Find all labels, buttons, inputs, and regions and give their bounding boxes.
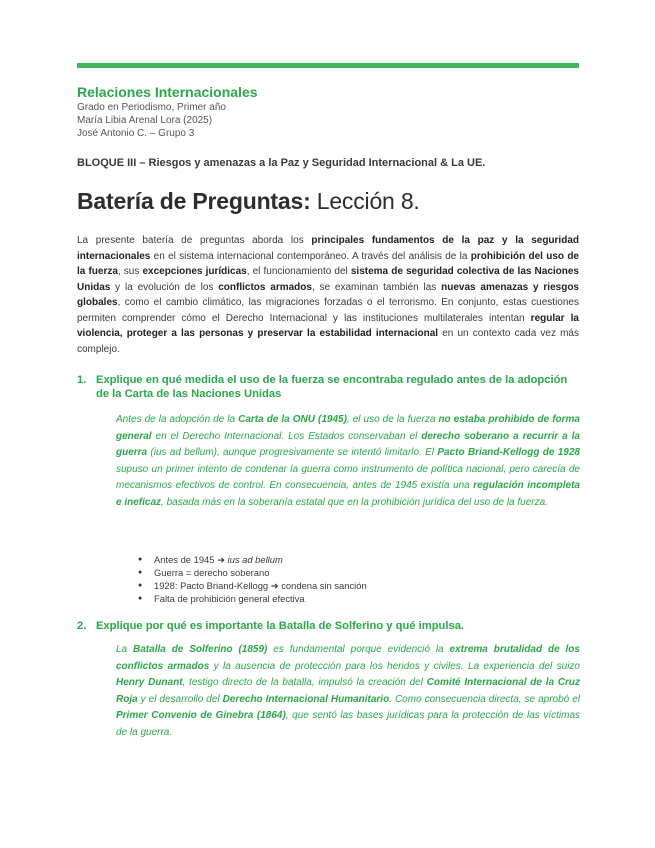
degree-line: Grado en Periodismo, Primer año [77,102,226,113]
question-1-bullets [138,553,558,605]
course-title: Relaciones Internacionales [77,84,258,100]
list-item: ● 1928: Pacto Briand-Kellogg ➜ condena sin sanción [138,579,558,592]
document-header [77,84,579,140]
list-item: ● Antes de 1945 ➜ ius ad bellum [138,553,558,566]
question-1-answer: Antes de la adopción de la Carta de la ONU (1945), el uso de la fuerza no estaba prohibido de forma general en el Derecho Internacional. Los Estados conservaban el derecho soberano a recurrir a la guerra (ius ad bellum), aunque progresivamente se intentó limitarlo. El Pacto Briand-Kellogg de 1928 supuso un primer intento de condenar la guerra como instrumento de política nacional, pero carecía de mecanismos efectivos de control. En consecuencia, antes de 1945 existía una regulación incompleta e ineficaz, basada más en la soberanía estatal que en la prohibición jurídica del uso de la fuerza. [116,414,580,508]
question-2-answer: La Batalla de Solferino (1859) es fundamental porque evidenció la extrema brutalidad de los conflictos armados y la ausencia de protección para los heridos y civiles. La experiencia del suizo Henry Dunant, testigo directo de la batalla, impulsó la creación del Comité Internacional de la Cruz Roja y el desarrollo del Derecho Internacional Humanitario. Como consecuencia directa, se aprobó el Primer Convenio de Ginebra (1864), que sentó las bases jurídicas para la protección de las víctimas de la guerra. [116,644,581,738]
question-1-text: Explique en qué medida el uso de la fuerza se encontraba regulado antes de la adopción de la Carta de las Naciones Unidas [96,374,568,400]
page-title-main: Batería de Preguntas: [77,188,311,214]
group-line: José Antonio C. – Grupo 3 [77,128,195,139]
block-title: BLOQUE III – Riesgos y amenazas a la Paz y Seguridad Internacional & La UE. [77,157,486,169]
list-item: ● Guerra = derecho soberano [138,566,558,579]
header-rule [77,63,579,68]
intro-paragraph: La presente batería de preguntas aborda los principales fundamentos de la paz y la seguridad internacionales en el sistema internacional contemporáneo. A través del análisis de la prohibición del uso de la fuerza, sus excepciones jurídicas, el funcionamiento del sistema de seguridad colectiva de las Naciones Unidas y la evolución de los conflictos armados, se examinan también las nuevas amenazas y riesgos globales, como el cambio climático, las migraciones forzadas o el terrorismo. En conjunto, estas cuestiones permiten comprender cómo el Derecho Internacional y las instituciones multilaterales intentan regular la violencia, proteger a las personas y preservar la estabilidad internacional en un contexto cada vez más complejo. [77,235,579,355]
page-title-lesson: Lección 8. [316,188,420,214]
question-1-number: 1. [77,374,87,386]
question-2-heading [77,619,580,633]
question-2-number: 2. [77,620,87,632]
author-line: María Libia Arenal Lora (2025) [77,115,213,126]
question-2-text: Explique por qué es importante la Batalla de Solferino y qué impulsa. [96,620,465,632]
page-title [77,188,420,215]
list-item: ● Falta de prohibición general efectiva [138,592,558,605]
question-1-heading [77,373,580,401]
